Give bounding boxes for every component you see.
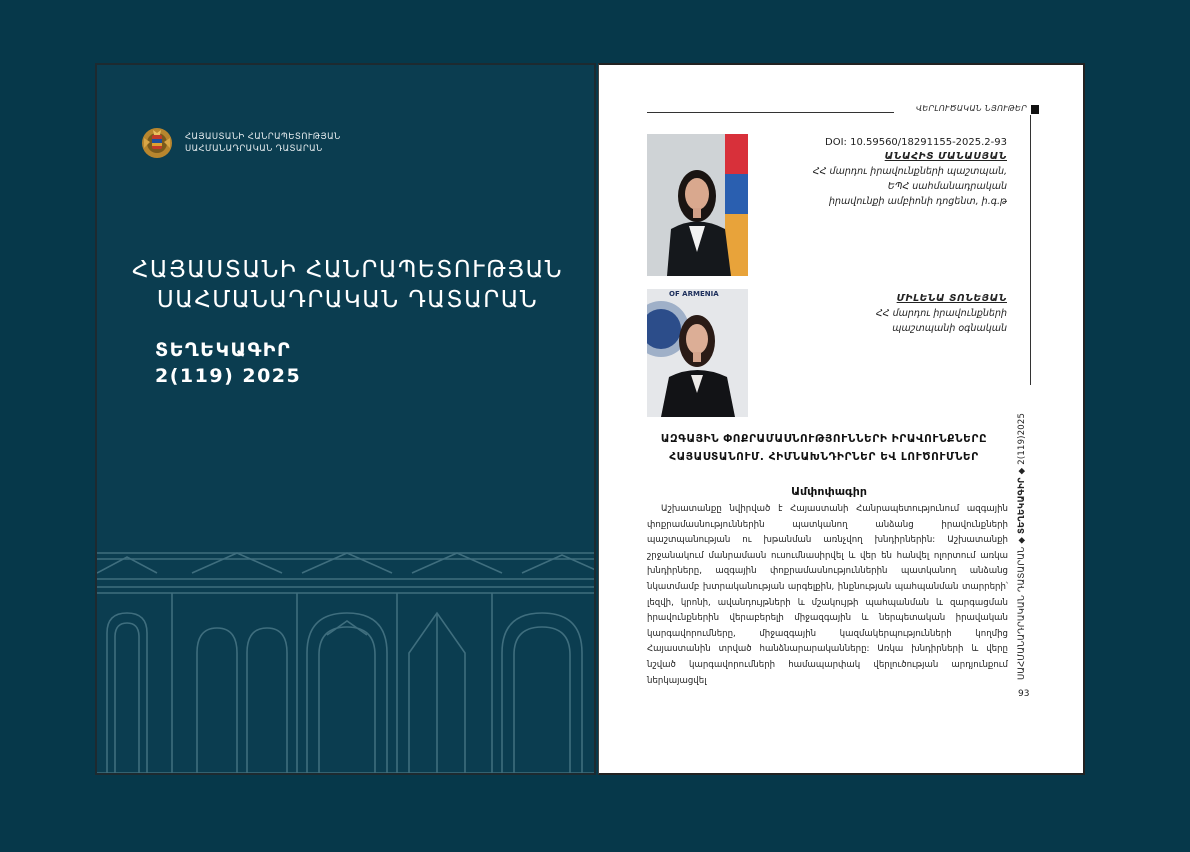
section-header: ՎԵՐԼՈՒԾԱԿԱՆ ՆՅՈՒԹԵՐ [916, 104, 1028, 113]
running-footer-vertical: ՍԱՀՄԱՆԱԴՐԱԿԱՆ ԴԱՏԱՐԱՆ ◆ ՏԵՂԵԿԱԳԻՐ ◆ 2(119)2025 [1017, 412, 1027, 680]
abstract-heading: Ամփոփագիր [791, 485, 867, 498]
header-square-icon [1031, 105, 1039, 114]
court-name-small: ՀԱՅԱՍՏԱՆԻ ՀԱՆՐԱՊԵՏՈՒԹՅԱՆ ՍԱՀՄԱՆԱԴՐԱԿԱՆ ԴԱՏԱՐԱՆ [185, 132, 341, 154]
page-number: 93 [1018, 689, 1030, 699]
author-2: ՄԻԼԵՆԱ ՏՈՆԵՅԱՆ ՀՀ մարդու իրավունքների պաշտպանի օգնական [875, 293, 1007, 334]
journal-cover [95, 63, 596, 775]
side-rule [1030, 115, 1031, 385]
journal-name: ՏԵՂԵԿԱԳԻՐ 2(119) 2025 [155, 339, 302, 387]
author-name: ՄԻԼԵՆԱ ՏՈՆԵՅԱՆ [896, 293, 1007, 304]
header-rule [647, 112, 894, 113]
article-page [598, 63, 1085, 775]
author-photo-2 [647, 289, 748, 417]
cover-title: ՀԱՅԱՍՏԱՆԻ ՀԱՆՐԱՊԵՏՈՒԹՅԱՆ ՍԱՀՄԱՆԱԴՐԱԿԱՆ ԴԱՏԱՐԱՆ [131, 257, 564, 313]
author-name: ԱՆԱՀԻՏ ՄԱՆԱՍՅԱՆ [884, 151, 1007, 162]
doi: DOI: 10.59560/18291155-2025.2-93 [825, 137, 1007, 148]
diamond-icon: ◆ [1017, 536, 1027, 544]
author-1: ԱՆԱՀԻՏ ՄԱՆԱՍՅԱՆ ՀՀ մարդու իրավունքների պաշտպան, ԵՊՀ սահմանադրական իրավունքի ամբիոնի դոցենտ, ի.գ.թ [812, 151, 1007, 207]
building-outline-illustration [97, 543, 596, 775]
author-photo-1 [647, 134, 748, 276]
photo-caption: OF ARMENIA [669, 290, 719, 298]
article-title: ԱԶԳԱՅԻՆ ՓՈՔՐԱՄԱՍՆՈՒԹՅՈՒՆՆԵՐԻ ԻՐԱՎՈՒՆՔՆԵՐԸ ՀԱՅԱՍՏԱՆՈՒՄ. ՀԻՄՆԱԽՆԴԻՐՆԵՐ ԵՎ ԼՈՒԾՈՒՄՆԵՐ [660, 433, 988, 463]
coat-of-arms-icon [140, 126, 174, 160]
abstract-text: Աշխատանքը նվիրված է Հայաստանի Հանրապետությունում ազգային փոքրամասնություններին պատկանող անձանց իրավունքների պաշտպանության ու խթանման առնչվող խնդիրներին: Աշխատանքի շրջանակում մանրամասն ուսումնասիրվել և վեր են հանվել ոլորտում առկա խնդիրները, ազգային փոքրամասնություններին պատկանող անձանց նկատմամբ խտրականության արգելքին, ինքնության պահպանման տարրերի՝ լեզվի, կրոնի, ավանդույթների և մշակույթի պահպանման և զարգացման իրավունքներին վերաբերելի միջազգային և ներպետական իրավական կարգավորումները, միջազգային կազմակերպությունների կողմից Հայաստանին տրված հանձնարարականները: Առկա խնդիրների և վերը նշված կարգավորումների համապարփակ վերլուծության արդյունքում ներկայացվել [647, 504, 1008, 686]
issue-number: 2(119) 2025 [155, 365, 302, 387]
